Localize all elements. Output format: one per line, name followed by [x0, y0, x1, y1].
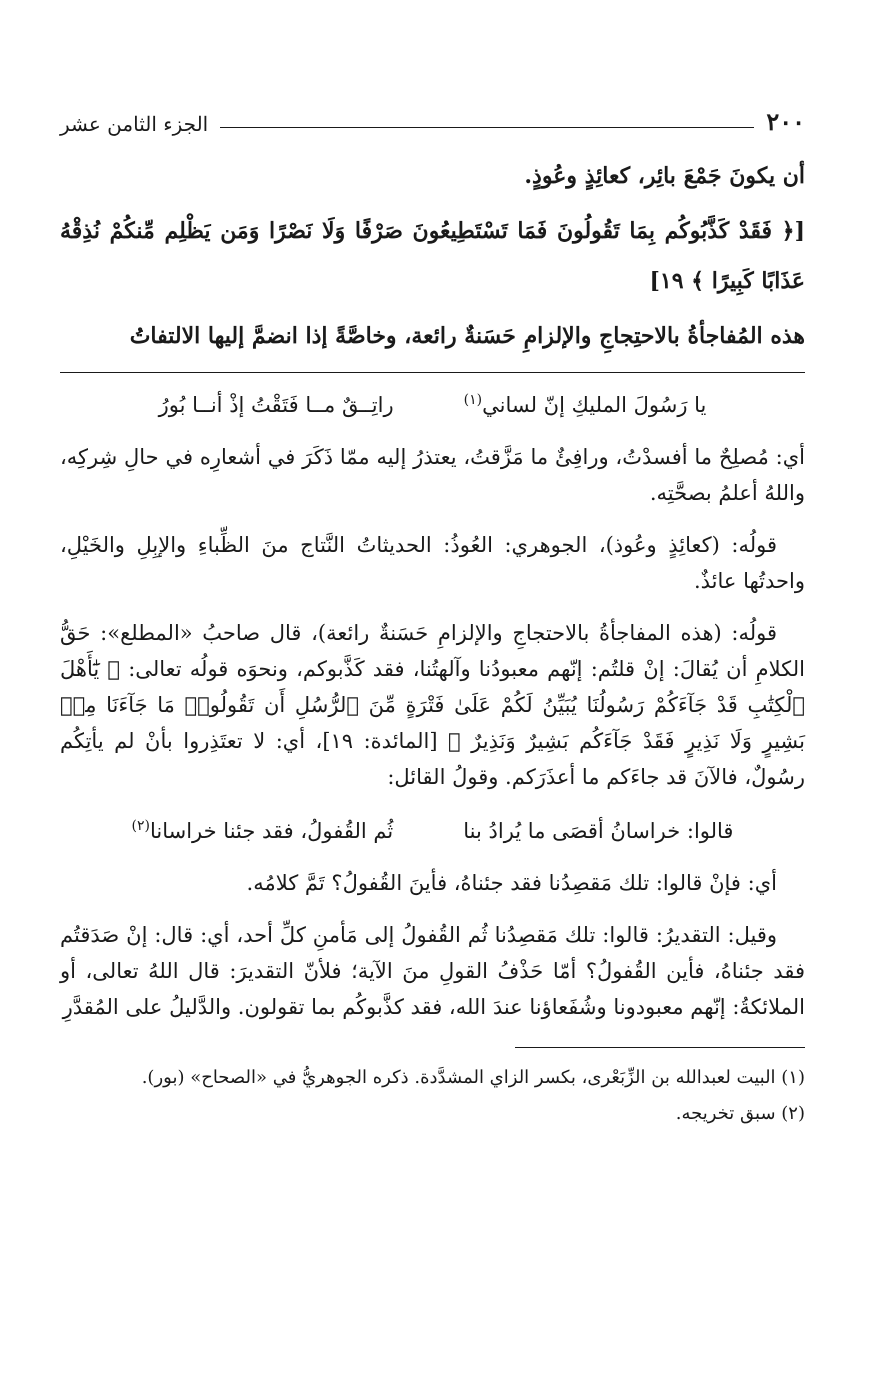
- footnote-2: (٢) سبق تخريجه.: [675, 1103, 805, 1124]
- quran-verse: [﴿ فَقَدْ كَذَّبُوكُم بِمَا تَقُولُونَ فَمَا تَسْتَطِيعُونَ صَرْفًا وَلَا نَصْرًا وَمَن يَظْلِم مِّنكُمْ نُذِقْهُ عَذَابًا كَبِيرًا ﴾ ١٩]: [60, 218, 805, 294]
- lemma-heading: هذه المُفاجأةُ بالاحتِجاجِ والإلزامِ حَسَنةٌ رائعة، وخاصَّةً إذا انضمَّ إليها الالتفاتُ: [129, 323, 805, 349]
- page-number: ٢٠٠: [766, 107, 805, 136]
- header-rule: [220, 127, 754, 128]
- commentary-paragraph: وقيل: التقديرُ: قالوا: تلك مَقصِدُنا ثُم القُفولُ إلى مَأمنِ كلِّ أحد، أي: قال: إنْ صَدَقتُم فقد جئناهُ، فأين القُفولُ؟ أمّا حَذْفُ القولِ منَ الآية؛ فلأنّ التقديرَ: قال اللهُ تعالى، أو الملائكةُ: إنّهم معبودونا وشُفَعاؤنا عندَ الله، فقد كذَّبوكُم بما تقولون. والدَّليلُ على المُقدَّرِ: [60, 923, 805, 1019]
- poetry-verse-1: [60, 385, 805, 425]
- footnote-rule: [515, 1047, 805, 1048]
- main-commentary-divider: [60, 372, 805, 373]
- verse2-hemistich-1: قالوا: خراسانُ أقصَى ما يُرادُ بنا: [463, 819, 734, 843]
- commentary-paragraph: قولُه: (هذه المفاجأةُ بالاحتجاجِ والإلزامِ حَسَنةٌ رائعة)، قال صاحبُ «المطلع»: حَقُّ الكلامِ أن يُقالَ: إنْ قلتُم: إنّهم معبودُنا وآلهتُنا، فقد كَذَّبوكم، ونحوَه قولُه تعالى: ﴿ يَٰٓأَهْلَ ٱلْكِتَٰبِ قَدْ جَآءَكُمْ رَسُولُنَا يُبَيِّنُ لَكُمْ عَلَىٰ فَتْرَةٍ مِّنَ ٱلرُّسُلِ أَن تَقُولُوا۟ مَا جَآءَنَا مِنۢ بَشِيرٍ وَلَا نَذِيرٍ فَقَدْ جَآءَكُم بَشِيرٌ وَنَذِيرٌ ﴾ [المائدة: ١٩]، أي: لا تعتَذِروا بأنْ لم يأتِكُم رسُولٌ، فالآنَ قد جاءَكم ما أعذَرَكم. وقولُ القائل:: [60, 621, 805, 789]
- footnote-ref-1[interactable]: (١): [463, 392, 483, 408]
- poetry-verse-2: [60, 811, 805, 851]
- footnote-ref-2[interactable]: (٢): [131, 818, 150, 834]
- footnote-1: (١) البيت لعبدالله بن الزِّبَعْرى، بكسر الزاي المشدَّدة. ذكره الجوهريُّ في «الصحاح» (بور).: [141, 1067, 805, 1088]
- commentary-paragraph: أي: فإنْ قالوا: تلك مَقصِدُنا فقد جئناهُ، فأينَ القُفولُ؟ تَمَّ كلامُه.: [246, 871, 777, 895]
- running-title: الجزء الثامن عشر: [60, 112, 209, 136]
- verse1-hemistich-2: راتِــقٌ مــا فَتَقْتُ إذْ أنــا بُورُ: [158, 393, 394, 417]
- commentary-paragraph: أي: مُصلِحٌ ما أفسدْتُ، ورافِئٌ ما مَزَّقتُ، يعتذرُ إليه ممّا ذَكَرَ في أشعارِه في حالِ شِركِه، واللهُ أعلمُ بصحَّتِه.: [60, 445, 805, 505]
- main-paragraph: أن يكونَ جَمْعَ بائِر، كعائِذٍ وعُوذٍ.: [524, 163, 805, 189]
- page: [60, 100, 805, 1132]
- commentary-paragraph: قولُه: (كعائِذٍ وعُوذ)، الجوهري: العُوذُ: الحديثاتُ النَّتاج منَ الظِّباءِ والإبِلِ والخَيْلِ، واحدتُها عائذٌ.: [60, 533, 805, 593]
- verse1-hemistich-1: يا رَسُولَ المليكِ إنّ لساني$^{(١)}$: [463, 392, 707, 417]
- verse2-hemistich-2: ثُم القُفولُ، فقد جئنا خراسانا$^{(٢)}$: [131, 818, 394, 843]
- running-header: [60, 100, 805, 136]
